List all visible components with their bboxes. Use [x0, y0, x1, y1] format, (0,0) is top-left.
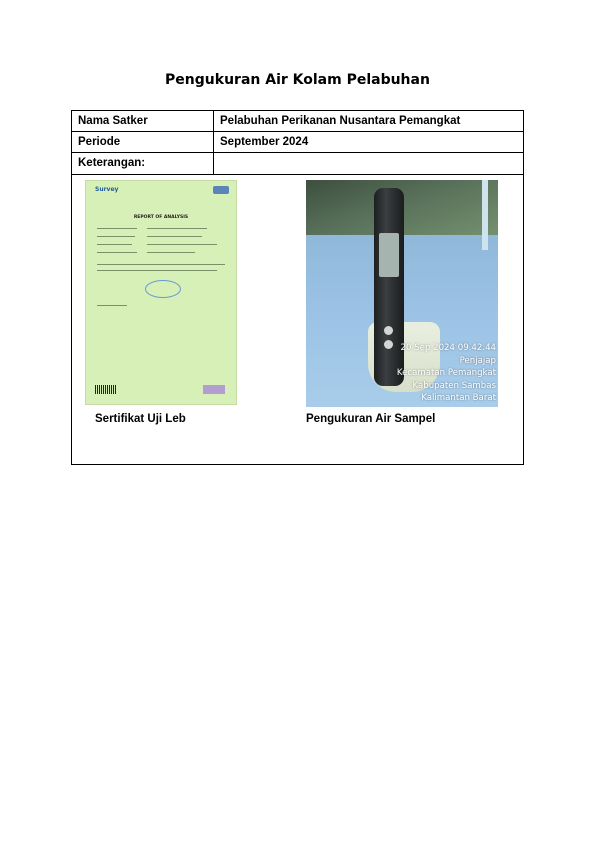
info-table: [71, 110, 524, 465]
signature-seal-icon: [145, 280, 181, 298]
page-title: Pengukuran Air Kolam Pelabuhan: [165, 72, 430, 88]
photo-caption: Pengukuran Air Sampel: [306, 413, 436, 425]
text-line: [97, 305, 127, 306]
meter-button-icon: [384, 326, 393, 335]
table-row-nama-satker: [72, 111, 523, 132]
text-line: [97, 270, 217, 271]
table-row-periode: [72, 132, 523, 153]
text-line: [97, 228, 137, 229]
text-line: [97, 244, 132, 245]
company-badge-icon: [213, 186, 229, 194]
certificate-stamp-icon: [203, 385, 225, 394]
text-line: [147, 236, 202, 237]
table-row-keterangan: [72, 153, 523, 175]
text-line: [97, 264, 225, 265]
railing: [482, 180, 488, 250]
text-line: [147, 252, 195, 253]
text-line: [97, 236, 135, 237]
row-label: Keterangan:: [72, 153, 214, 174]
photo-timestamp-overlay: [397, 342, 496, 405]
barcode-icon: [95, 385, 117, 394]
location-line: Kabupaten Sambas: [412, 380, 496, 391]
text-line: [97, 252, 137, 253]
meter-display: [379, 233, 399, 277]
location-line: Penjajap: [459, 355, 496, 366]
timestamp-line: 20 Sep 2024 09.42.44: [400, 343, 496, 354]
row-value: September 2024: [220, 136, 309, 148]
meter-button-icon: [384, 340, 393, 349]
row-value: Pelabuhan Perikanan Nusantara Pemangkat: [220, 115, 461, 127]
location-line: Kalimantan Barat: [421, 393, 496, 404]
row-label: Periode: [72, 132, 214, 152]
certificate-caption: Sertifikat Uji Leb: [95, 413, 186, 425]
lab-certificate-image: [85, 180, 237, 405]
water-sample-photo: [306, 180, 498, 407]
survey-logo: Survey: [95, 186, 119, 193]
text-line: [147, 244, 217, 245]
certificate-heading: REPORT OF ANALYSIS: [133, 215, 189, 220]
text-line: [147, 228, 207, 229]
location-line: Kecamatan Pemangkat: [396, 368, 496, 379]
row-label: Nama Satker: [72, 111, 214, 131]
row-value: [214, 153, 523, 174]
